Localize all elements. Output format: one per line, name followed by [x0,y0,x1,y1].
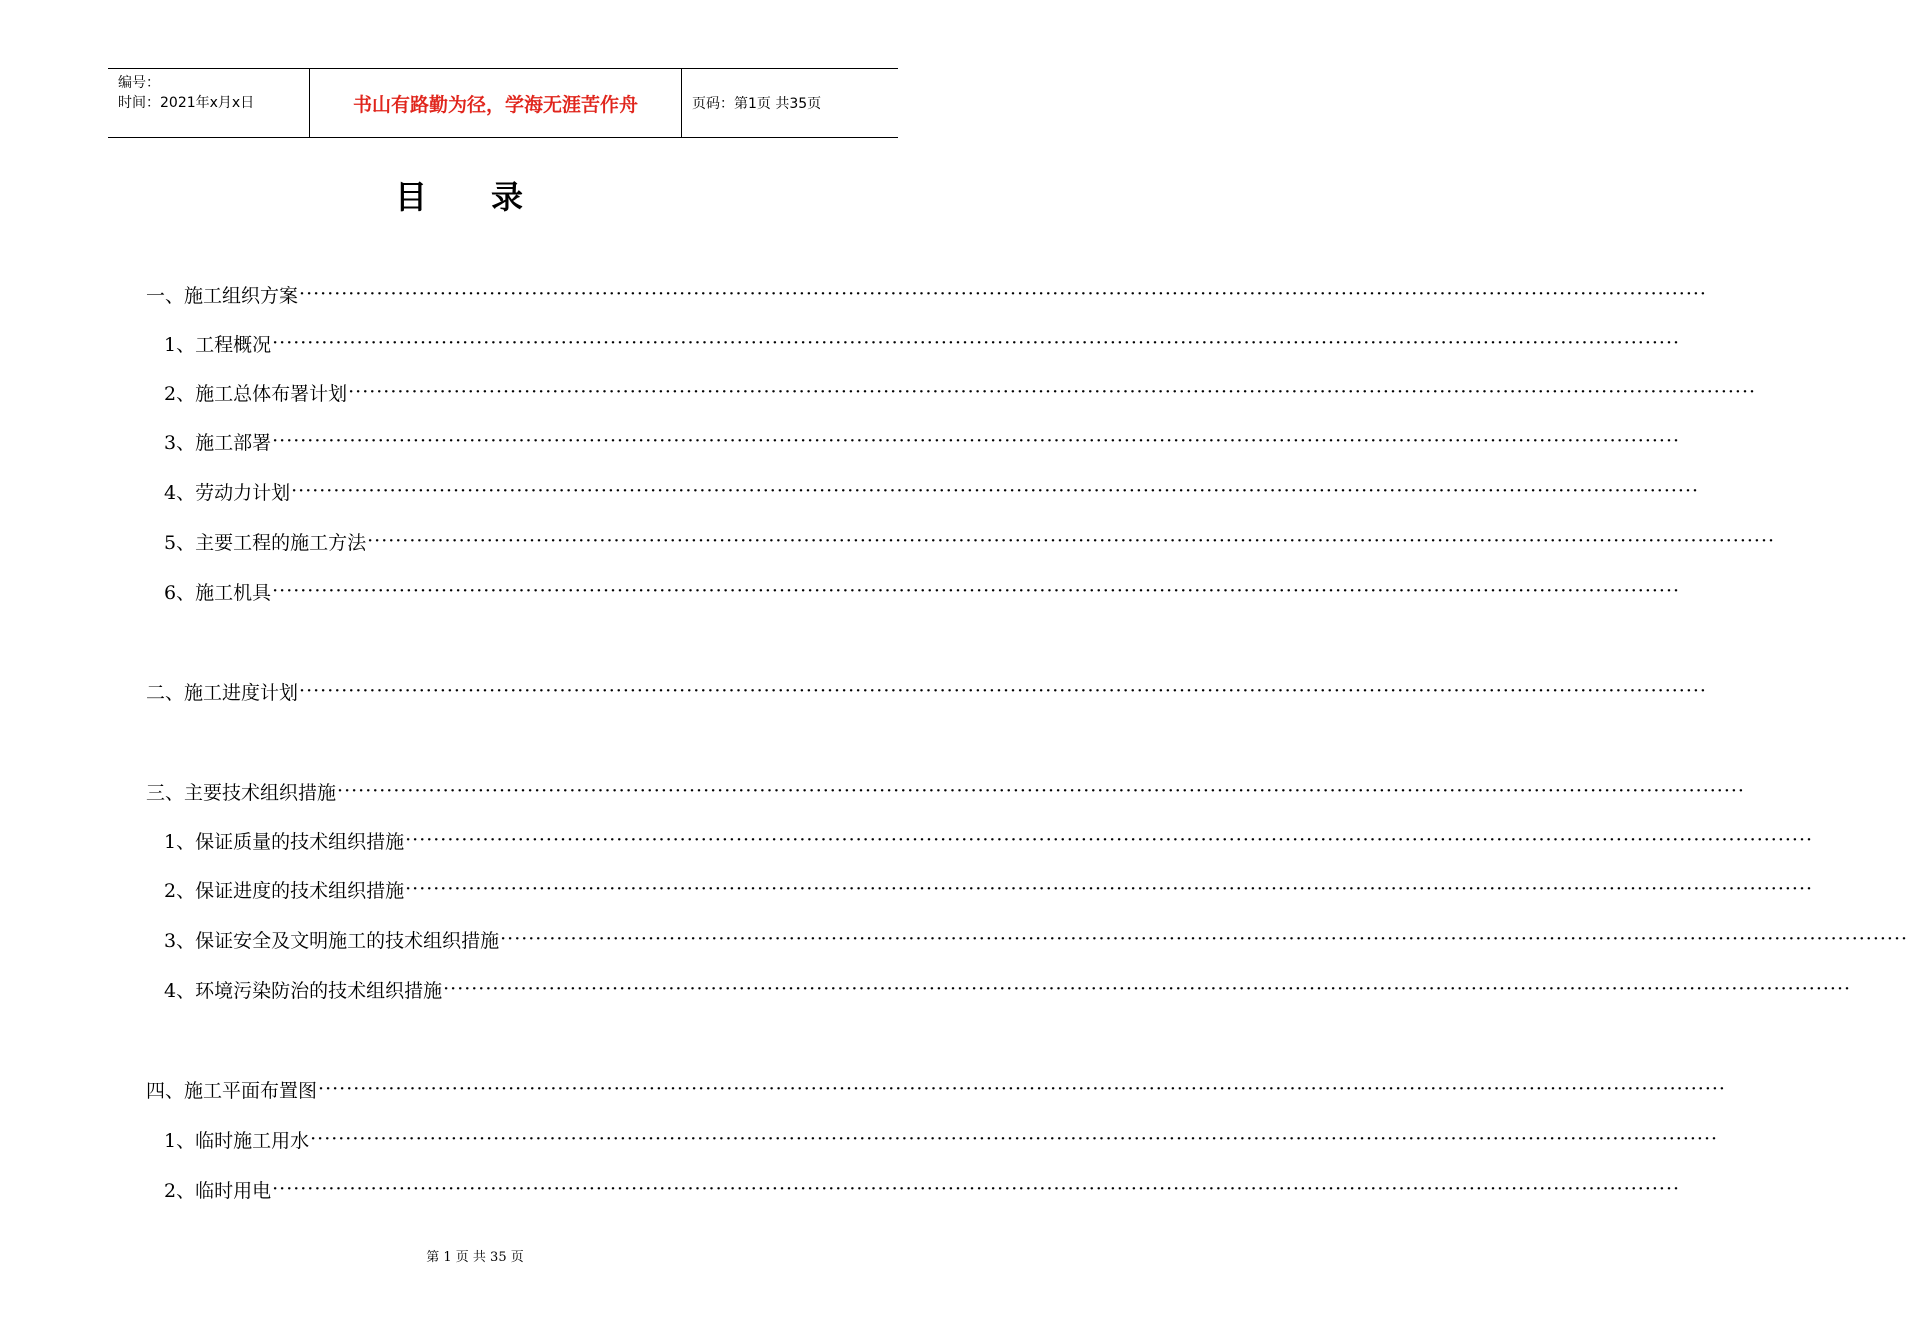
toc-entry[interactable] [164,576,1681,606]
toc-entry[interactable] [164,874,1814,904]
toc-entry-title: 主要工程的施工方法 [195,531,367,554]
toc-leader-dots: ········································································································································································································ [348,381,1757,403]
serial-label: 编号： [118,75,160,91]
toc-entry-number: 四、 [146,1079,185,1102]
header-page-cell [682,69,898,137]
toc-entry-number: 1、 [164,333,196,356]
toc-entry-title: 临时施工用水 [195,1129,310,1152]
toc-leader-dots: ········································································································································································································ [291,480,1700,502]
toc-entry-number: 三、 [146,781,185,804]
header-motto-cell [310,69,682,137]
toc-entry[interactable] [146,776,1745,806]
toc-entry-number: 5、 [164,531,196,554]
toc-entry[interactable] [164,974,1852,1004]
toc-entry-title: 环境污染防治的技术组织措施 [195,979,443,1002]
time-label: 时间：2021年x月x日 [118,95,255,111]
toc-leader-dots: ········································································································································································································ [405,878,1814,900]
toc-entry-number: 3、 [164,929,196,952]
toc-leader-dots: ········································································································································································································ [405,829,1814,851]
toc-leader-dots: ········································································································································································································ [443,978,1852,1000]
header-table [108,68,898,138]
page-footer: 第 1 页 共 35 页 [426,1250,524,1265]
page-info: 页码：第1页 共35页 [692,96,822,112]
toc-entry-number: 3、 [164,431,196,454]
toc-leader-dots: ········································································································································································································ [310,1128,1719,1150]
toc-entry-title: 施工平面布置图 [184,1079,318,1102]
toc-entry-title: 施工部署 [195,431,272,454]
toc-entry-title: 保证进度的技术组织措施 [195,879,405,902]
toc-leader-dots: ········································································································································································································ [500,928,1908,950]
toc-entry-number: 2、 [164,1179,196,1202]
page-title: 目录 [394,178,587,216]
toc-entry-number: 6、 [164,581,196,604]
toc-entry[interactable] [164,1124,1719,1154]
toc-leader-dots: ········································································································································································································ [272,580,1681,602]
motto-text: 书山有路勤为径，学海无涯苦作舟 [352,93,638,116]
toc-entry-title: 工程概况 [195,333,272,356]
toc-entry-number: 2、 [164,879,196,902]
toc-entry-number: 4、 [164,481,196,504]
toc-entry-number: 1、 [164,1129,196,1152]
toc-leader-dots: ········································································································································································································ [272,1178,1681,1200]
toc-entry[interactable] [146,676,1707,706]
toc-entry[interactable] [146,279,1707,309]
toc-entry-title: 临时用电 [195,1179,272,1202]
toc-leader-dots: ········································································································································································································ [299,680,1707,702]
toc-leader-dots: ········································································································································································································ [337,780,1745,802]
toc-entry[interactable] [164,328,1681,358]
toc-entry-number: 2、 [164,382,196,405]
toc-entry-title: 保证质量的技术组织措施 [195,830,405,853]
toc-entry[interactable] [164,1174,1681,1204]
toc-entry[interactable] [164,476,1700,506]
toc-entry[interactable] [164,526,1776,556]
toc-entry-title: 劳动力计划 [195,481,291,504]
toc-entry-number: 二、 [146,681,185,704]
toc-leader-dots: ········································································································································································································ [367,530,1776,552]
toc-leader-dots: ········································································································································································································ [272,430,1681,452]
toc-entry-title: 施工机具 [195,581,272,604]
toc-entry-number: 1、 [164,830,196,853]
toc-entry-title: 主要技术组织措施 [184,781,337,804]
toc-entry[interactable] [164,377,1757,407]
toc-leader-dots: ········································································································································································································ [272,332,1681,354]
toc-leader-dots: ········································································································································································································ [318,1078,1726,1100]
toc-entry-number: 一、 [146,284,185,307]
toc-entry-title: 施工组织方案 [184,284,299,307]
toc-entry[interactable] [164,426,1681,456]
header-meta-cell [108,69,310,137]
toc-entry[interactable] [146,1074,1726,1104]
toc-entry-title: 施工进度计划 [184,681,299,704]
toc-entry[interactable] [164,924,1908,954]
toc-leader-dots: ········································································································································································································ [299,283,1707,305]
toc-entry[interactable] [164,825,1814,855]
toc-entry-title: 施工总体布署计划 [195,382,348,405]
toc-entry-number: 4、 [164,979,196,1002]
toc-entry-title: 保证安全及文明施工的技术组织措施 [195,929,500,952]
